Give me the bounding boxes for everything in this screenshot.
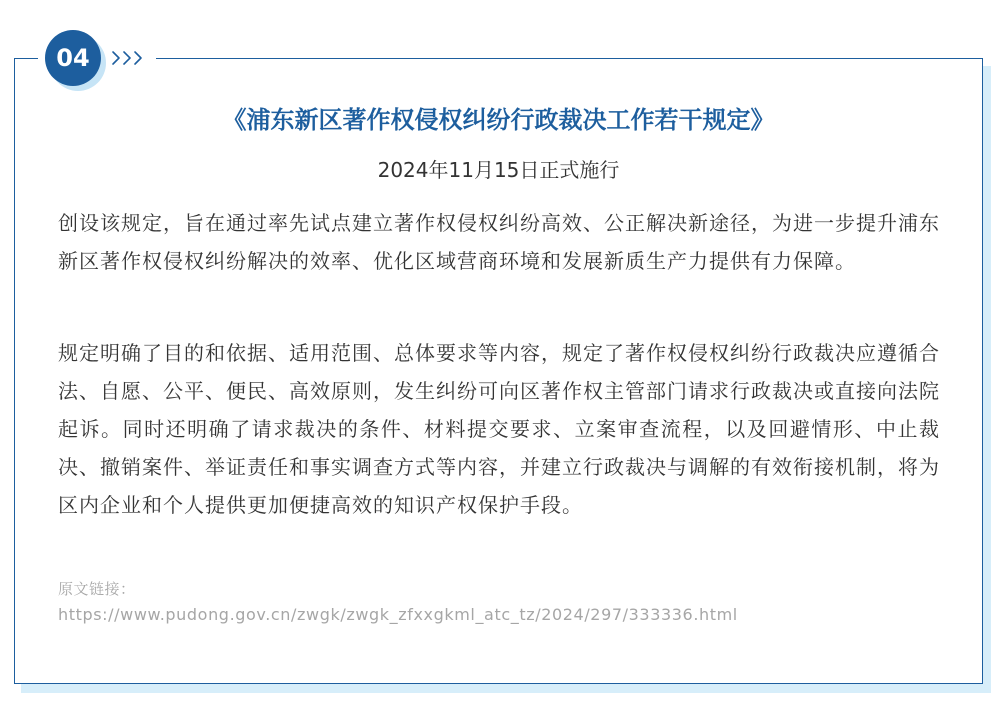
source-link-url[interactable]: https://www.pudong.gov.cn/zwgk/zwgk_zfxxgkml_atc_tz/2024/297/333336.html — [58, 605, 738, 624]
paragraph-purpose: 创设该规定，旨在通过率先试点建立著作权侵权纠纷高效、公正解决新途径，为进一步提升浦东新区著作权侵权纠纷解决的效率、优化区域营商环境和发展新质生产力提供有力保障。 — [58, 211, 940, 273]
triple-chevron-right-icon — [110, 44, 150, 72]
article-title: 《浦东新区著作权侵权纠纷行政裁决工作若干规定》 — [222, 106, 775, 134]
effective-date: 2024年11月15日正式施行 — [377, 158, 620, 182]
section-number-badge: 04 — [45, 30, 101, 86]
paragraph-content: 规定明确了目的和依据、适用范围、总体要求等内容，规定了著作权侵权纠纷行政裁决应遵循合法、自愿、公平、便民、高效原则，发生纠纷可向区著作权主管部门请求行政裁决或直接向法院起诉。同时还明确了请求裁决的条件、材料提交要求、立案审查流程，以及回避情形、中止裁决、撤销案件、举证责任和事实调查方式等内容，并建立行政裁决与调解的有效衔接机制，将为区内企业和个人提供更加便捷高效的知识产权保护手段。 — [58, 341, 940, 517]
source-link-label: 原文链接： — [58, 580, 136, 598]
